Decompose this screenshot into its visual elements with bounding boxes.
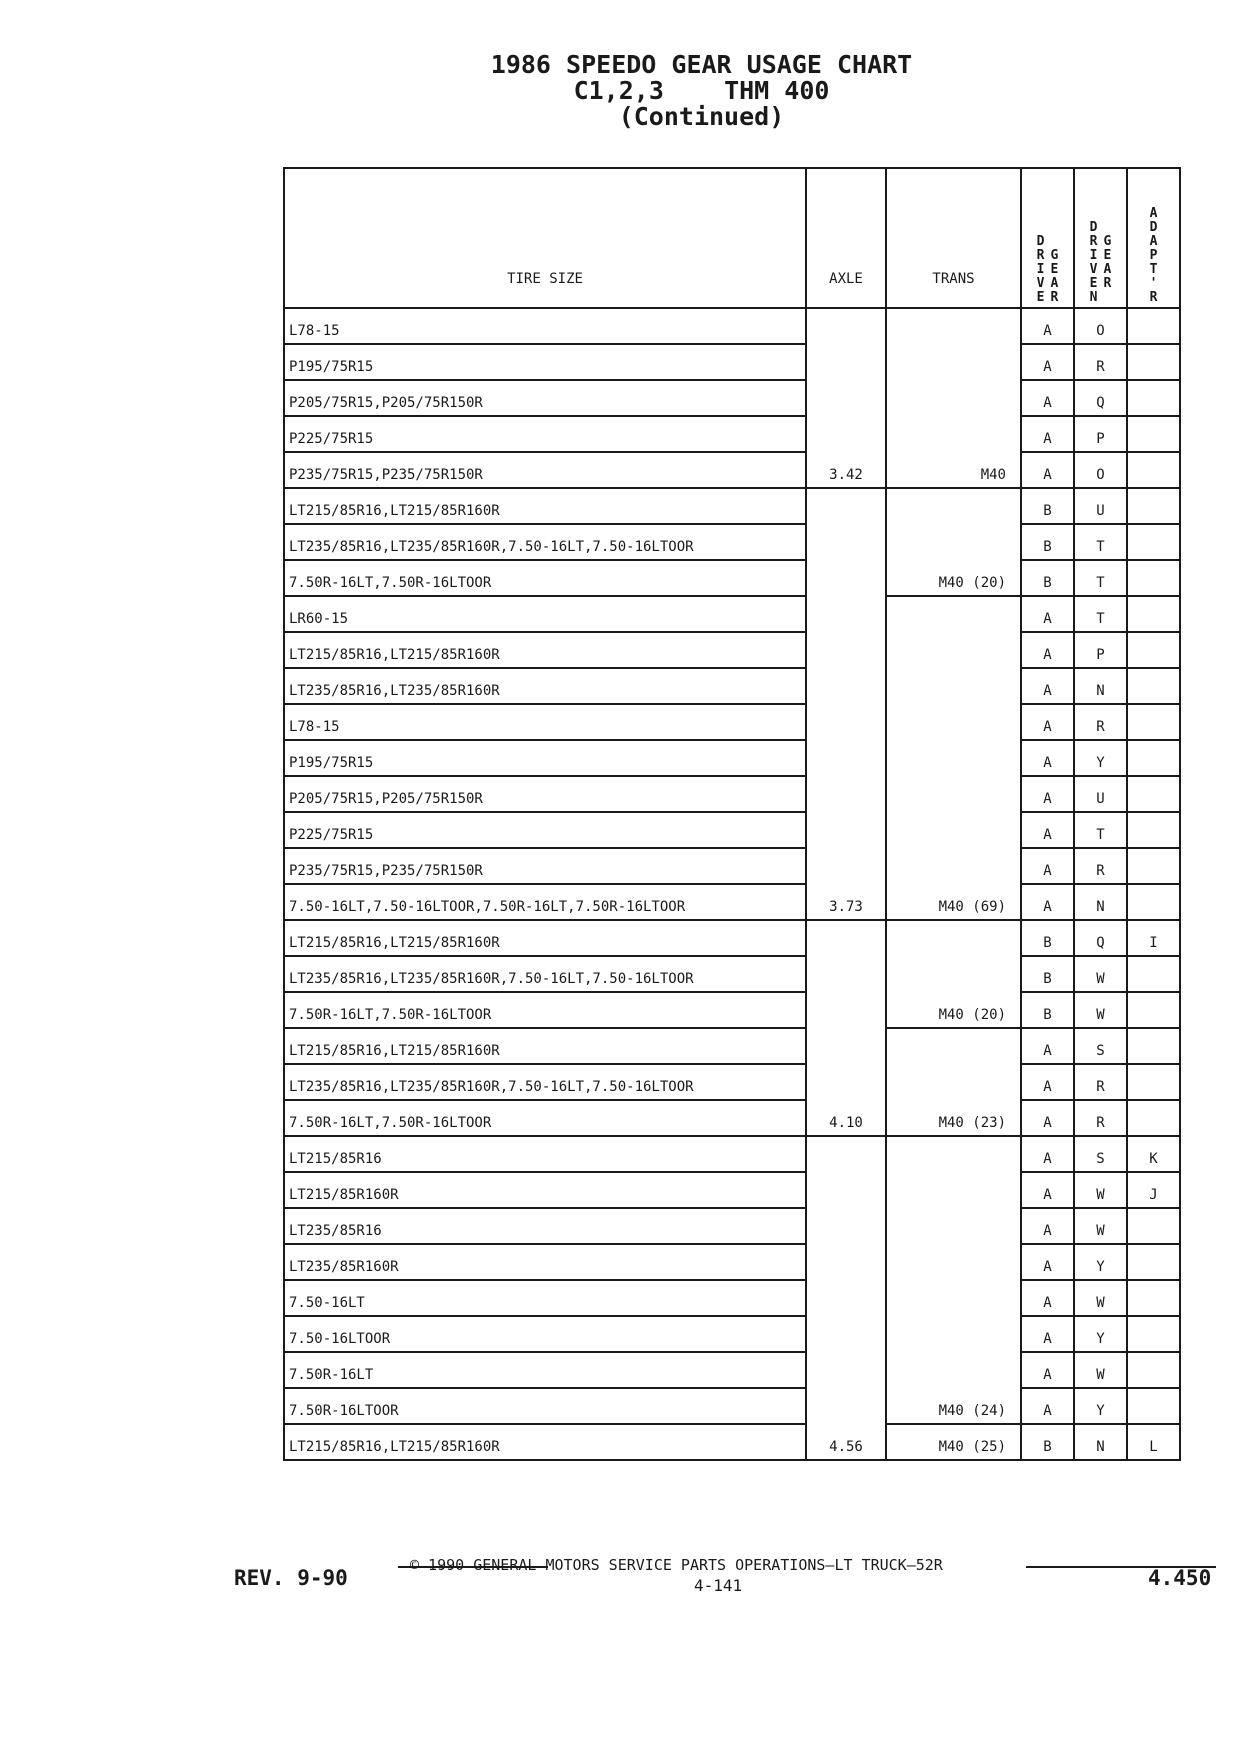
table-row [284, 416, 1180, 452]
tire-size-cell: LT215/85R16,LT215/85R160R [284, 920, 806, 956]
adapter-cell [1127, 632, 1180, 668]
adapter-cell [1127, 992, 1180, 1028]
table-row [284, 812, 1180, 848]
tire-size-cell: 7.50-16LTOOR [284, 1316, 806, 1352]
trans-cell [886, 740, 1021, 776]
trans-cell [886, 956, 1021, 992]
table-row [284, 524, 1180, 560]
copyright-notice: © 1990 GENERAL MOTORS SERVICE PARTS OPERATIONS—LT TRUCK—52R [410, 1556, 943, 1574]
adapter-cell [1127, 884, 1180, 920]
table-row [284, 1388, 1180, 1424]
driven-gear-cell: U [1074, 776, 1127, 812]
tire-size-cell: 7.50R-16LT [284, 1352, 806, 1388]
table-row [284, 452, 1180, 488]
trans-cell: M40 (20) [886, 560, 1021, 596]
trans-cell [886, 1172, 1021, 1208]
vertical-word: G E A R [1103, 234, 1112, 291]
drive-gear-cell: B [1021, 992, 1074, 1028]
header-drive-gear [1021, 168, 1074, 308]
table-row [284, 1352, 1180, 1388]
axle-cell: 3.42 [806, 452, 886, 488]
driven-gear-cell: R [1074, 704, 1127, 740]
axle-cell: 4.10 [806, 1100, 886, 1136]
adapter-cell [1127, 776, 1180, 812]
axle-cell [806, 1388, 886, 1424]
driven-gear-cell: Y [1074, 1316, 1127, 1352]
section-number: 4.450 [1148, 1566, 1212, 1590]
driven-gear-cell: W [1074, 1280, 1127, 1316]
driven-gear-cell: Y [1074, 740, 1127, 776]
adapter-cell [1127, 1316, 1180, 1352]
tire-size-cell: 7.50R-16LT,7.50R-16LTOOR [284, 992, 806, 1028]
table-row [284, 1244, 1180, 1280]
title-line-3: (Continued) [618, 102, 785, 131]
adapter-cell [1127, 308, 1180, 344]
driven-gear-cell: Y [1074, 1388, 1127, 1424]
adapter-cell [1127, 1388, 1180, 1424]
drive-gear-cell: A [1021, 308, 1074, 344]
adapter-cell [1127, 524, 1180, 560]
table-row [284, 1280, 1180, 1316]
drive-gear-cell: A [1021, 704, 1074, 740]
table-row [284, 740, 1180, 776]
tire-size-cell: 7.50-16LT,7.50-16LTOOR,7.50R-16LT,7.50R-16LTOOR [284, 884, 806, 920]
axle-cell [806, 1244, 886, 1280]
axle-cell [806, 1028, 886, 1064]
trans-cell [886, 632, 1021, 668]
adapter-cell [1127, 452, 1180, 488]
tire-size-cell: 7.50R-16LT,7.50R-16LTOOR [284, 560, 806, 596]
adapter-cell: K [1127, 1136, 1180, 1172]
trans-cell: M40 (69) [886, 884, 1021, 920]
trans-cell [886, 596, 1021, 632]
axle-cell [806, 776, 886, 812]
tire-size-cell: P225/75R15 [284, 812, 806, 848]
drive-gear-cell: A [1021, 416, 1074, 452]
table-row [284, 308, 1180, 344]
drive-gear-cell: B [1021, 920, 1074, 956]
driven-gear-cell: P [1074, 632, 1127, 668]
axle-cell [806, 1172, 886, 1208]
table-row [284, 488, 1180, 524]
drive-gear-cell: A [1021, 812, 1074, 848]
driven-gear-cell: S [1074, 1028, 1127, 1064]
tire-size-cell: 7.50R-16LTOOR [284, 1388, 806, 1424]
axle-cell [806, 560, 886, 596]
axle-cell [806, 1064, 886, 1100]
driven-gear-cell: W [1074, 1208, 1127, 1244]
trans-cell [886, 668, 1021, 704]
header-adapter [1127, 168, 1180, 308]
drive-gear-cell: B [1021, 1424, 1074, 1460]
drive-gear-cell: A [1021, 344, 1074, 380]
driven-gear-cell: T [1074, 524, 1127, 560]
driven-gear-cell: T [1074, 596, 1127, 632]
drive-gear-cell: B [1021, 488, 1074, 524]
adapter-cell [1127, 416, 1180, 452]
table-row [284, 1064, 1180, 1100]
driven-gear-cell: W [1074, 1352, 1127, 1388]
axle-cell [806, 524, 886, 560]
drive-gear-cell: A [1021, 1352, 1074, 1388]
tire-size-cell: LT215/85R16,LT215/85R160R [284, 1028, 806, 1064]
trans-cell: M40 (25) [886, 1424, 1021, 1460]
tire-size-cell: P195/75R15 [284, 344, 806, 380]
driven-gear-cell: Y [1074, 1244, 1127, 1280]
drive-gear-cell: A [1021, 1064, 1074, 1100]
table-row [284, 992, 1180, 1028]
table-row [284, 380, 1180, 416]
tire-size-cell: LT235/85R16,LT235/85R160R [284, 668, 806, 704]
trans-cell [886, 704, 1021, 740]
tire-size-cell: 7.50R-16LT,7.50R-16LTOOR [284, 1100, 806, 1136]
trans-cell [886, 308, 1021, 344]
driven-gear-cell: Q [1074, 920, 1127, 956]
drive-gear-cell: A [1021, 884, 1074, 920]
chart-title [0, 52, 1253, 130]
table-row [284, 560, 1180, 596]
axle-cell [806, 380, 886, 416]
drive-gear-cell: A [1021, 1028, 1074, 1064]
driven-gear-cell: R [1074, 344, 1127, 380]
adapter-cell [1127, 344, 1180, 380]
tire-size-cell: LT235/85R16,LT235/85R160R,7.50-16LT,7.50-16LTOOR [284, 956, 806, 992]
axle-cell [806, 416, 886, 452]
adapter-cell [1127, 956, 1180, 992]
driven-gear-cell: N [1074, 884, 1127, 920]
adapter-cell [1127, 1352, 1180, 1388]
page-number: 4-141 [694, 1576, 743, 1595]
trans-cell [886, 488, 1021, 524]
trans-cell [886, 344, 1021, 380]
drive-gear-cell: A [1021, 380, 1074, 416]
driven-gear-cell: R [1074, 848, 1127, 884]
adapter-cell [1127, 596, 1180, 632]
drive-gear-cell: B [1021, 524, 1074, 560]
driven-gear-cell: T [1074, 812, 1127, 848]
driven-gear-cell: W [1074, 992, 1127, 1028]
adapter-cell [1127, 848, 1180, 884]
trans-cell [886, 848, 1021, 884]
table-row [284, 920, 1180, 956]
table-row [284, 848, 1180, 884]
table-row [284, 1316, 1180, 1352]
axle-cell [806, 956, 886, 992]
adapter-cell [1127, 812, 1180, 848]
tire-size-cell: P205/75R15,P205/75R150R [284, 776, 806, 812]
tire-size-cell: P195/75R15 [284, 740, 806, 776]
axle-cell [806, 308, 886, 344]
tire-size-cell: LT215/85R16 [284, 1136, 806, 1172]
axle-cell: 4.56 [806, 1424, 886, 1460]
axle-cell [806, 1136, 886, 1172]
trans-cell [886, 416, 1021, 452]
drive-gear-cell: A [1021, 740, 1074, 776]
vertical-word: D R I V E [1036, 234, 1045, 305]
tire-size-cell: LT215/85R16,LT215/85R160R [284, 632, 806, 668]
tire-size-cell: LT235/85R160R [284, 1244, 806, 1280]
axle-cell [806, 848, 886, 884]
header-tire-size: TIRE SIZE [284, 168, 806, 308]
trans-cell [886, 1316, 1021, 1352]
tire-size-cell: P225/75R15 [284, 416, 806, 452]
drive-gear-cell: A [1021, 1136, 1074, 1172]
adapter-cell [1127, 1100, 1180, 1136]
header-trans: TRANS [886, 168, 1021, 308]
adapter-cell [1127, 1244, 1180, 1280]
trans-cell: M40 (20) [886, 992, 1021, 1028]
adapter-cell [1127, 488, 1180, 524]
drive-gear-cell: A [1021, 1244, 1074, 1280]
adapter-cell [1127, 1208, 1180, 1244]
trans-cell [886, 380, 1021, 416]
table-row [284, 884, 1180, 920]
driven-gear-cell: P [1074, 416, 1127, 452]
speedo-gear-table [283, 167, 1181, 1461]
axle-cell [806, 632, 886, 668]
driven-gear-cell: T [1074, 560, 1127, 596]
revision-label: REV. 9-90 [234, 1566, 348, 1590]
table-row [284, 1424, 1180, 1460]
table-row [284, 1208, 1180, 1244]
driven-gear-cell: N [1074, 668, 1127, 704]
drive-gear-cell: A [1021, 668, 1074, 704]
driven-gear-cell: O [1074, 452, 1127, 488]
adapter-cell [1127, 668, 1180, 704]
axle-cell [806, 344, 886, 380]
axle-cell [806, 812, 886, 848]
adapter-cell [1127, 1028, 1180, 1064]
driven-gear-cell: O [1074, 308, 1127, 344]
adapter-cell: J [1127, 1172, 1180, 1208]
axle-cell [806, 488, 886, 524]
tire-size-cell: LT215/85R160R [284, 1172, 806, 1208]
tire-size-cell: LT235/85R16 [284, 1208, 806, 1244]
drive-gear-cell: A [1021, 596, 1074, 632]
driven-gear-cell: W [1074, 1172, 1127, 1208]
trans-cell [886, 524, 1021, 560]
trans-cell [886, 1208, 1021, 1244]
tire-size-cell: LT235/85R16,LT235/85R160R,7.50-16LT,7.50-16LTOOR [284, 1064, 806, 1100]
trans-cell [886, 1244, 1021, 1280]
axle-cell: 3.73 [806, 884, 886, 920]
axle-cell [806, 920, 886, 956]
trans-cell [886, 920, 1021, 956]
axle-cell [806, 1280, 886, 1316]
adapter-cell [1127, 1280, 1180, 1316]
drive-gear-cell: A [1021, 1280, 1074, 1316]
tire-size-cell: P205/75R15,P205/75R150R [284, 380, 806, 416]
trans-cell [886, 1028, 1021, 1064]
tire-size-cell: LT215/85R16,LT215/85R160R [284, 1424, 806, 1460]
tire-size-cell: L78-15 [284, 308, 806, 344]
drive-gear-cell: A [1021, 1316, 1074, 1352]
table-row [284, 776, 1180, 812]
trans-cell [886, 1280, 1021, 1316]
vertical-word: A D A P T ' R [1149, 206, 1158, 305]
table-row [284, 704, 1180, 740]
header-row [284, 168, 1180, 308]
table-row [284, 1100, 1180, 1136]
driven-gear-cell: R [1074, 1100, 1127, 1136]
trans-cell: M40 (24) [886, 1388, 1021, 1424]
trans-cell [886, 1352, 1021, 1388]
tire-size-cell: P235/75R15,P235/75R150R [284, 848, 806, 884]
axle-cell [806, 1352, 886, 1388]
axle-cell [806, 668, 886, 704]
table-row [284, 1172, 1180, 1208]
drive-gear-cell: A [1021, 1208, 1074, 1244]
axle-cell [806, 1208, 886, 1244]
axle-cell [806, 704, 886, 740]
adapter-cell: L [1127, 1424, 1180, 1460]
tire-size-cell: LT235/85R16,LT235/85R160R,7.50-16LT,7.50-16LTOOR [284, 524, 806, 560]
table-row [284, 956, 1180, 992]
drive-gear-cell: A [1021, 632, 1074, 668]
table-row [284, 1136, 1180, 1172]
drive-gear-cell: A [1021, 1388, 1074, 1424]
tire-size-cell: 7.50-16LT [284, 1280, 806, 1316]
table-row [284, 668, 1180, 704]
trans-cell [886, 812, 1021, 848]
title-line-1: 1986 SPEEDO GEAR USAGE CHART [490, 50, 913, 79]
axle-cell [806, 740, 886, 776]
trans-cell [886, 1064, 1021, 1100]
tire-size-cell: LR60-15 [284, 596, 806, 632]
drive-gear-cell: A [1021, 1172, 1074, 1208]
drive-gear-cell: B [1021, 560, 1074, 596]
drive-gear-cell: A [1021, 776, 1074, 812]
axle-cell [806, 596, 886, 632]
adapter-cell: I [1127, 920, 1180, 956]
tire-size-cell: LT215/85R16,LT215/85R160R [284, 488, 806, 524]
driven-gear-cell: Q [1074, 380, 1127, 416]
adapter-cell [1127, 1064, 1180, 1100]
tire-size-cell: L78-15 [284, 704, 806, 740]
trans-cell [886, 1136, 1021, 1172]
header-driven-gear [1074, 168, 1127, 308]
drive-gear-cell: A [1021, 452, 1074, 488]
adapter-cell [1127, 740, 1180, 776]
drive-gear-cell: A [1021, 848, 1074, 884]
driven-gear-cell: R [1074, 1064, 1127, 1100]
table-row [284, 632, 1180, 668]
table-row [284, 1028, 1180, 1064]
drive-gear-cell: A [1021, 1100, 1074, 1136]
drive-gear-cell: B [1021, 956, 1074, 992]
trans-cell: M40 (23) [886, 1100, 1021, 1136]
header-axle: AXLE [806, 168, 886, 308]
driven-gear-cell: S [1074, 1136, 1127, 1172]
vertical-word: D R I V E N [1089, 220, 1098, 305]
trans-cell: M40 [886, 452, 1021, 488]
title-line-2: C1,2,3 THM 400 [573, 76, 830, 105]
tire-size-cell: P235/75R15,P235/75R150R [284, 452, 806, 488]
adapter-cell [1127, 704, 1180, 740]
driven-gear-cell: W [1074, 956, 1127, 992]
vertical-word: G E A R [1050, 248, 1059, 305]
driven-gear-cell: N [1074, 1424, 1127, 1460]
axle-cell [806, 992, 886, 1028]
adapter-cell [1127, 380, 1180, 416]
table-row [284, 596, 1180, 632]
trans-cell [886, 776, 1021, 812]
axle-cell [806, 1316, 886, 1352]
table-row [284, 344, 1180, 380]
adapter-cell [1127, 560, 1180, 596]
driven-gear-cell: U [1074, 488, 1127, 524]
